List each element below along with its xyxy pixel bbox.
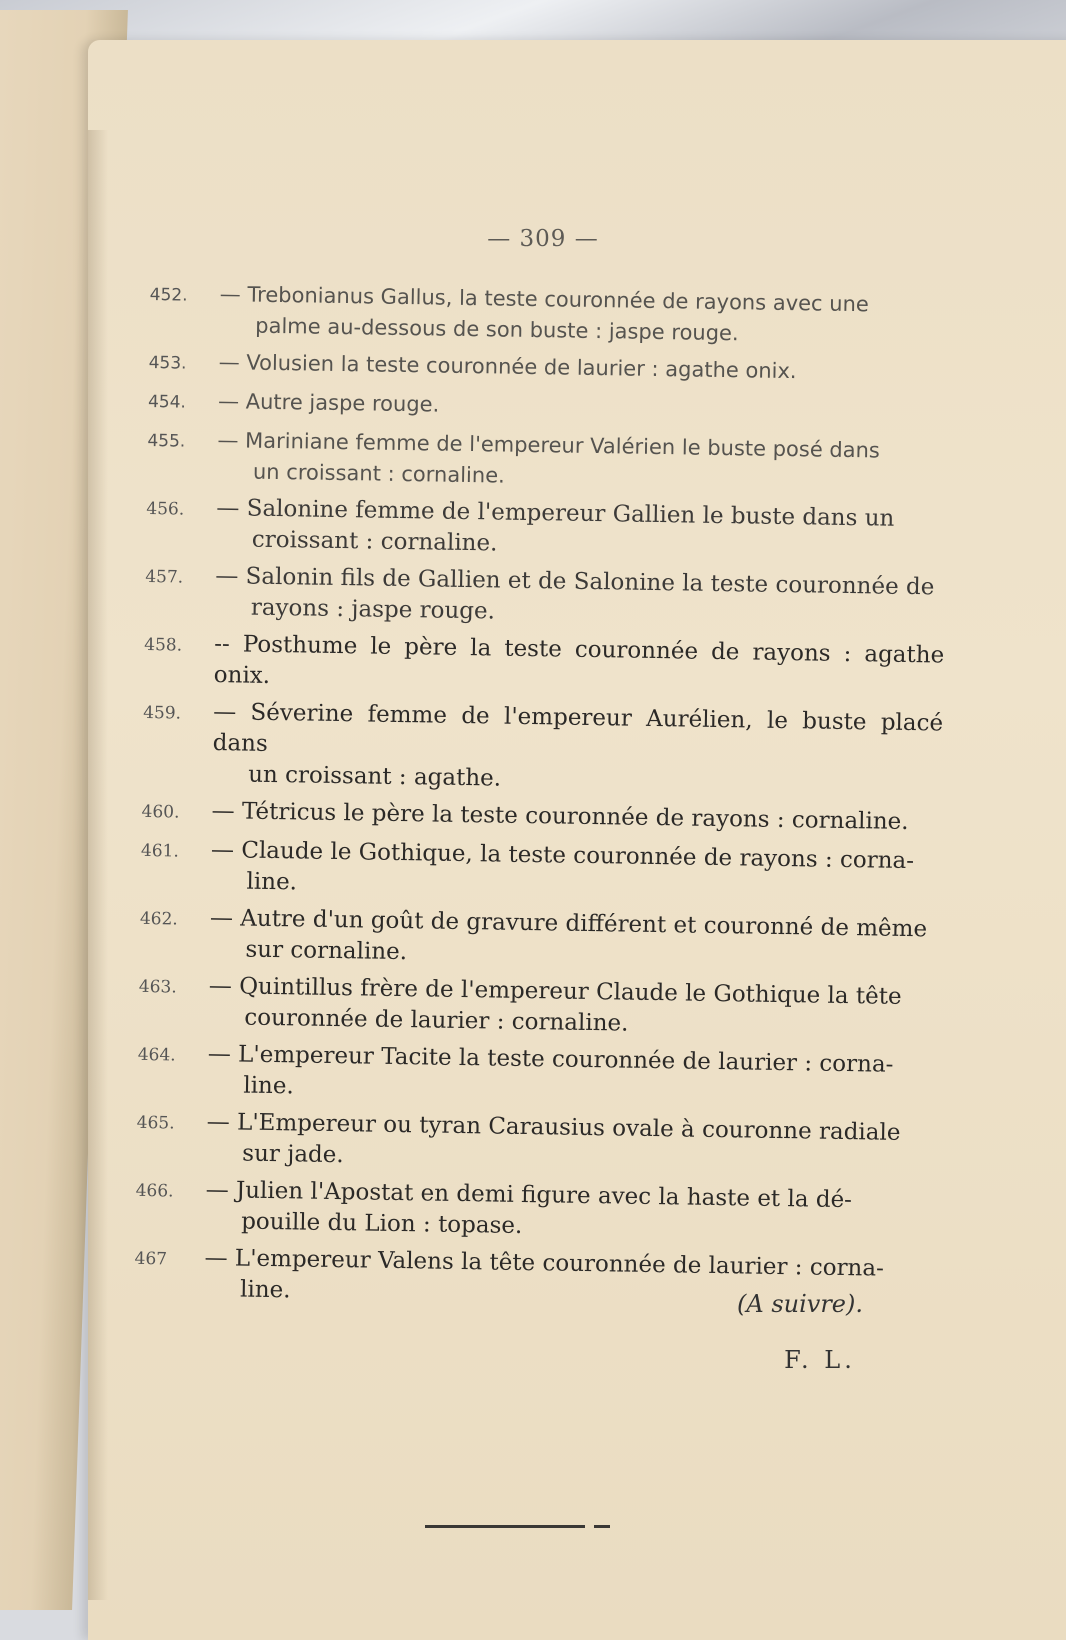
entry-text-continuation: palme au-dessous de son buste : jaspe rouge. (255, 313, 739, 346)
entry-text: — Salonine femme de l'empereur Gallien le buste dans un (216, 495, 895, 532)
catalogue-entry (137, 1038, 938, 1113)
catalogue-entry (135, 1174, 936, 1249)
entry-text-continuation: line. (243, 1072, 294, 1100)
catalogue-entry (144, 628, 945, 703)
entry-number: 460. (141, 801, 180, 823)
entry-number: 462. (139, 908, 178, 930)
entry-text: — Trebonianus Gallus, la teste couronnée de rayons avec une (219, 282, 869, 317)
catalogue-entry (145, 560, 946, 635)
entry-number: 465. (136, 1112, 175, 1134)
catalogue-entry (146, 492, 947, 567)
end-rule-dash (594, 1525, 610, 1528)
entry-text-continuation: couronnée de laurier : cornaline. (244, 1004, 629, 1037)
entry-text-continuation: line. (246, 868, 298, 896)
entry-number: 452. (149, 284, 188, 306)
entry-text: — Claude le Gothique, la teste couronnée de rayons : corna- (210, 837, 915, 875)
catalogue-entry (147, 424, 948, 499)
entry-text-continuation: pouille du Lion : topase. (240, 1208, 523, 1239)
entry-text: -- Posthume le père la teste couronnée de rayons : agathe onix. (213, 631, 945, 689)
catalogue-entries (134, 278, 950, 1322)
entry-text-continuation: rayons : jaspe rouge. (250, 594, 496, 625)
entry-number: 466. (135, 1180, 174, 1202)
entry-number: 459. (143, 702, 182, 724)
to-be-continued: (A suivre). (737, 1290, 863, 1318)
entry-text: — Volusien la teste couronnée de laurier : agathe onix. (218, 350, 797, 384)
catalogue-entry (136, 1106, 937, 1181)
catalogue-entry (139, 902, 940, 977)
entry-text: — Séverine femme de l'empereur Aurélien, le buste placé dans (212, 699, 944, 757)
entry-text: — Mariniane femme de l'empereur Valérien le buste posé dans (217, 428, 881, 463)
entry-number: 464. (137, 1044, 176, 1066)
entry-text-continuation: sur cornaline. (245, 936, 408, 966)
catalogue-entry (148, 346, 948, 392)
entry-text: — Autre jaspe rouge. (217, 389, 440, 417)
catalogue-entry (149, 278, 950, 353)
entry-text: — Autre d'un goût de gravure différent et couronné de même (209, 905, 928, 943)
entry-number: 467 (134, 1248, 168, 1270)
entry-text: — L'empereur Valens la tête couronnée de laurier : corna- (204, 1244, 885, 1282)
catalogue-entry (141, 795, 941, 841)
entry-number: 456. (146, 498, 185, 520)
catalogue-entry (138, 970, 939, 1045)
page-number: — 309 — (487, 226, 599, 252)
author-initials: F. L. (784, 1346, 856, 1374)
entry-text-continuation: sur jade. (242, 1140, 344, 1169)
entry-number: 457. (145, 566, 184, 588)
catalogue-entry (148, 385, 948, 431)
end-rule (425, 1525, 585, 1528)
entry-text-continuation: un croissant : agathe. (248, 761, 502, 792)
entry-number: 455. (147, 430, 186, 452)
entry-text-continuation: line. (239, 1276, 291, 1304)
page-gutter-shadow (88, 130, 108, 1600)
entry-number: 463. (138, 976, 177, 998)
entry-text: — Salonin fils de Gallien et de Salonine la teste couronnée de (215, 563, 935, 601)
catalogue-entry (140, 834, 941, 909)
entry-text: — Quintillus frère de l'empereur Claude le Gothique la tête (208, 973, 902, 1010)
closing-block (700, 1290, 900, 1374)
entry-text: — Julien l'Apostat en demi figure avec la haste et la dé- (205, 1176, 853, 1214)
catalogue-entry (142, 696, 943, 802)
entry-number: 454. (147, 391, 187, 413)
entry-text: — L'Empereur ou tyran Carausius ovale à couronne radiale (206, 1108, 901, 1146)
entry-number: 453. (148, 352, 187, 374)
entry-text-continuation: un croissant : cornaline. (252, 459, 505, 488)
entry-text: — Tétricus le père la teste couronnée de rayons : cornaline. (211, 798, 909, 835)
entry-text: — L'empereur Tacite la teste couronnée de laurier : corna- (207, 1041, 894, 1078)
entry-number: 458. (144, 634, 183, 656)
entry-number: 461. (140, 840, 180, 862)
entry-text-continuation: croissant : cornaline. (251, 526, 498, 557)
